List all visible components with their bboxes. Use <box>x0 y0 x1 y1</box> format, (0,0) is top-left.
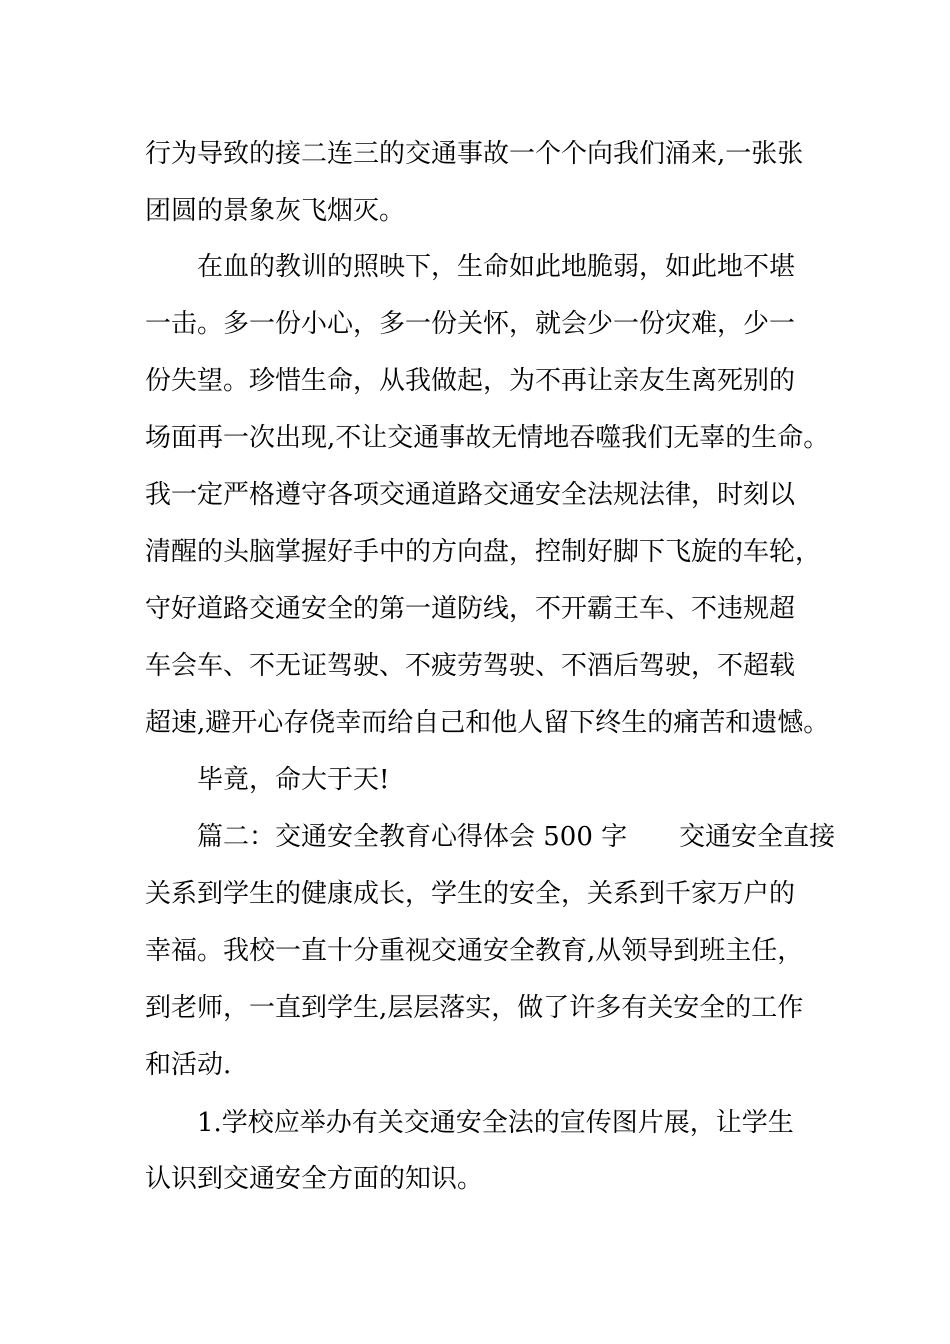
text-line: 关系到学生的健康成长，学生的安全，关系到千家万户的 <box>145 879 796 909</box>
paragraph-start-line: 毕竟，命大于天! <box>197 765 390 795</box>
text-line: 幸福。我校一直十分重视交通安全教育,从领导到班主任， <box>145 936 804 966</box>
text-line: 场面再一次出现,不让交通事故无情地吞噬我们无辜的生命。 <box>145 423 830 453</box>
text-line: 一击。多一份小心，多一份关怀，就会少一份灾难，少一 <box>145 309 796 339</box>
text-line: 到老师，一直到学生,层层落实，做了许多有关安全的工作 <box>145 993 804 1023</box>
paragraph-start-line: 在血的教训的照映下，生命如此地脆弱，如此地不堪 <box>197 252 796 282</box>
text-line: 团圆的景象灰飞烟灭。 <box>145 196 406 226</box>
text-line: 我一定严格遵守各项交通道路交通安全法规法律，时刻以 <box>145 480 796 510</box>
section-heading-line: 篇二：交通安全教育心得体会 500 字 交通安全直接 <box>197 822 836 852</box>
text-line: 车会车、不无证驾驶、不疲劳驾驶、不酒后驾驶，不超载 <box>145 651 796 681</box>
text-line: 守好道路交通安全的第一道防线，不开霸王车、不违规超 <box>145 594 796 624</box>
text-line: 和活动. <box>145 1050 232 1080</box>
text-line: 清醒的头脑掌握好手中的方向盘，控制好脚下飞旋的车轮， <box>145 537 822 567</box>
text-line: 份失望。珍惜生命，从我做起，为不再让亲友生离死别的 <box>145 366 796 396</box>
text-line: 认识到交通安全方面的知识。 <box>145 1164 484 1194</box>
text-line: 超速,避开心存侥幸而给自己和他人留下终生的痛苦和遗憾。 <box>145 708 830 738</box>
list-item-line: 1.学校应举办有关交通安全法的宣传图片展，让学生 <box>197 1108 794 1138</box>
text-line: 行为导致的接二连三的交通事故一个个向我们涌来,一张张 <box>145 139 804 169</box>
